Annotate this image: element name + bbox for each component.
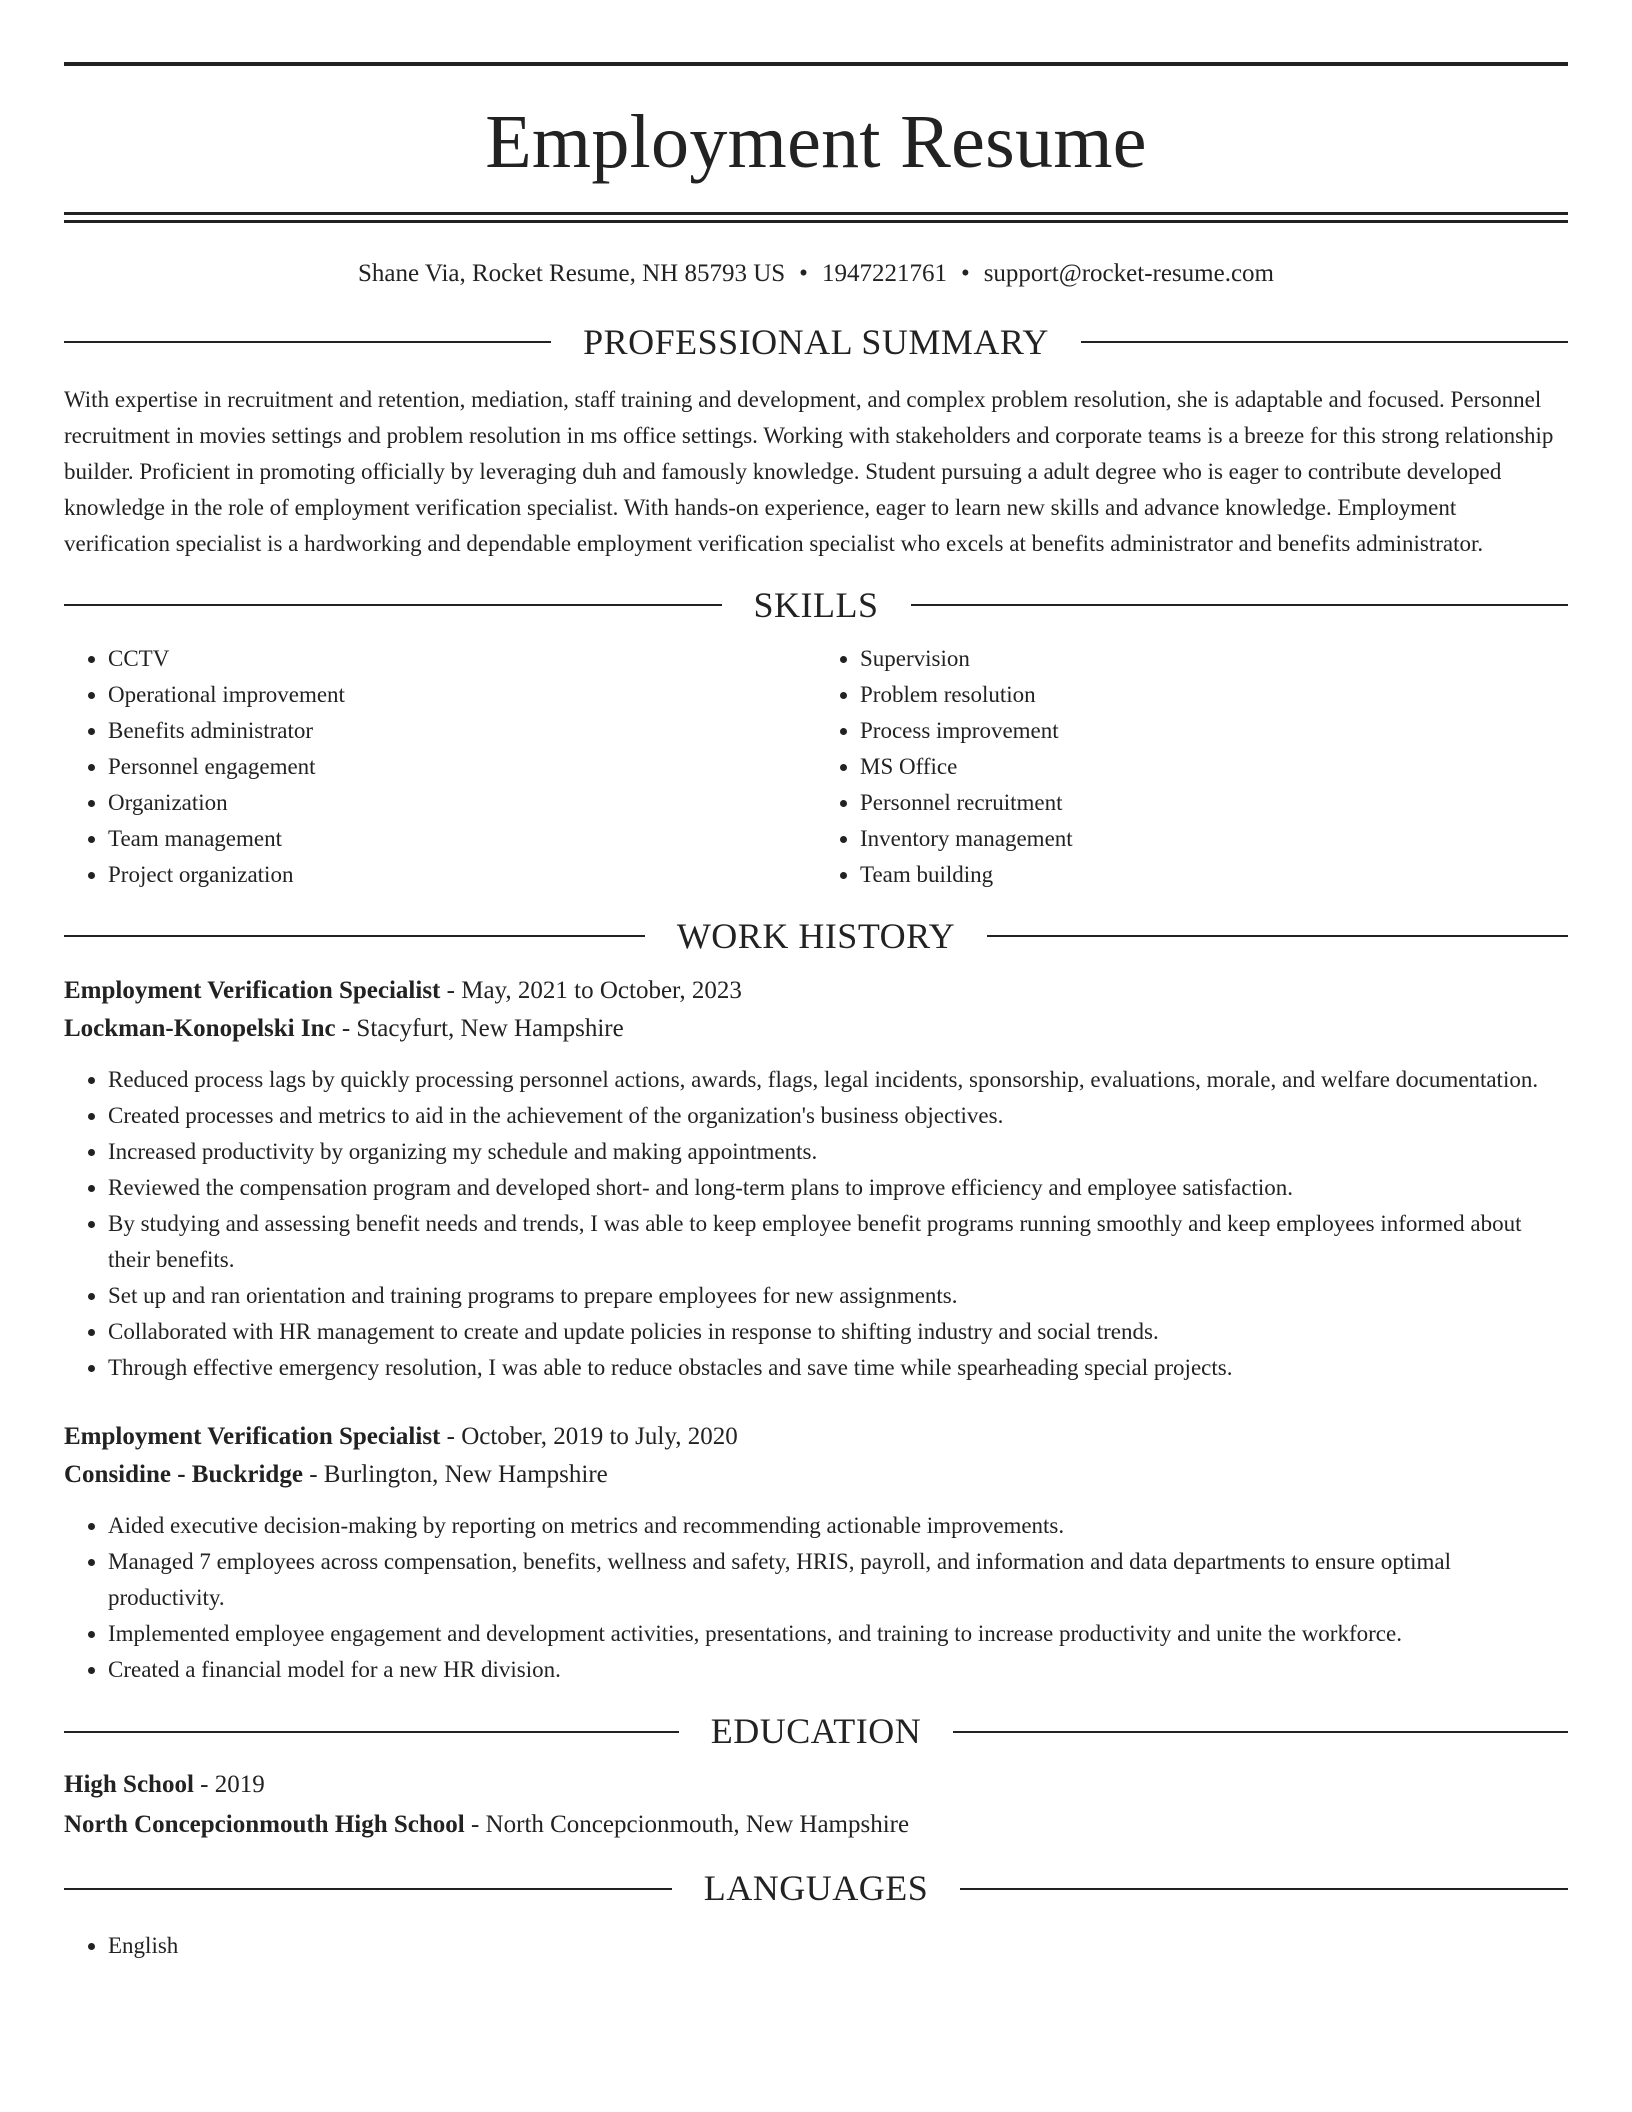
skill-item: • Problem resolution [860,677,1568,713]
job-dates: - May, 2021 to October, 2023 [440,977,742,1005]
job-location: - Stacyfurt, New Hampshire [335,1015,624,1043]
languages-list [64,1928,1568,1964]
contact-separator: • [799,260,808,287]
summary-heading: PROFESSIONAL SUMMARY [583,321,1049,362]
section-divider [64,935,645,937]
job-title-line [64,1418,1568,1456]
section-divider [64,341,551,343]
job-company: Considine - Buckridge [64,1461,303,1489]
job-bullet: • Created processes and metrics to aid in the achievement of the organization's business objectives. [108,1098,1568,1134]
job-bullet: • Reviewed the compensation program and developed short- and long-term plans to improve efficiency and employee satisfaction. [108,1170,1568,1206]
section-divider [64,1731,679,1733]
skill-item: • Process improvement [860,713,1568,749]
languages-heading: LANGUAGES [703,1868,929,1909]
skills-list-right [816,641,1568,893]
skill-item: • Benefits administrator [108,713,816,749]
education-degree-line [64,1765,1568,1805]
job-title: Employment Verification Specialist [64,977,441,1005]
section-divider [953,1731,1568,1733]
skill-item: • Personnel engagement [108,749,816,785]
skill-item: • Team building [860,857,1568,893]
job-bullets [64,1062,1568,1386]
education-school-line [64,1805,1568,1845]
education-degree: High School [64,1771,194,1799]
job-entry [64,1418,1568,1688]
languages-section-header [64,1867,1568,1910]
job-bullets [64,1508,1568,1688]
job-bullet: • Increased productivity by organizing my schedule and making appointments. [108,1134,1568,1170]
skill-item: • Project organization [108,857,816,893]
job-bullet: • Reduced process lags by quickly processing personnel actions, awards, flags, legal incidents, sponsorship, evaluations, morale, and welfare documentation. [108,1062,1568,1098]
page-title: Employment Resume [485,100,1147,184]
skill-item: • MS Office [860,749,1568,785]
professional-summary: With expertise in recruitment and retention, mediation, staff training and development, and complex problem resolution, she is adaptable and focused. Personnel recruitment in movies settings and problem resolution in ms office settings. Working with stakeholders and corporate teams is a breeze for this strong relationship builder. Proficient in promoting officially by leveraging duh and famously knowledge. Student pursuing a adult degree who is eager to contribute developed knowledge in the role of employment verification specialist. With hands-on experience, eager to learn new skills and advance knowledge. Employment verification specialist is a hardworking and dependable employment verification specialist who excels at benefits administrator and benefits administrator. [64,386,1554,556]
education-year: - 2019 [193,1771,265,1799]
job-bullet: • Managed 7 employees across compensation, benefits, wellness and safety, HRIS, payroll, and information and data departments to ensure optimal productivity. [108,1544,1568,1616]
contact-phone: 1947221761 [821,260,947,287]
resume-content [64,62,1568,1964]
contact-separator: • [960,260,970,287]
skills-columns [64,641,1568,893]
summary-section-header [64,321,1568,364]
section-divider [1081,341,1568,343]
education-heading: EDUCATION [710,1711,922,1752]
education-entry [64,1765,1568,1845]
skills-heading: SKILLS [753,584,879,625]
job-bullet: • Through effective emergency resolution, I was able to reduce obstacles and save time while spearheading special projects. [108,1350,1568,1386]
contact-line [64,258,1568,291]
job-location: - Burlington, New Hampshire [302,1461,608,1489]
skill-item: • Team management [108,821,816,857]
job-bullet: • By studying and assessing benefit needs and trends, I was able to keep employee benefit programs running smoothly and keep employees informed about their benefits. [108,1206,1568,1278]
job-company: Lockman-Konopelski Inc [64,1015,336,1043]
top-rule [64,62,1568,66]
contact-email: support@rocket-resume.com [983,260,1274,287]
section-divider [911,604,1569,606]
language-item: • English [108,1928,1568,1964]
job-bullet: • Implemented employee engagement and development activities, presentations, and training to increase productivity and unite the workforce. [108,1616,1568,1652]
job-entry [64,972,1568,1386]
skill-item: • Personnel recruitment [860,785,1568,821]
skill-item: • Operational improvement [108,677,816,713]
education-school: North Concepcionmouth High School [64,1811,465,1839]
job-bullet: • Aided executive decision-making by reporting on metrics and recommending actionable improvements. [108,1508,1568,1544]
skill-item: • CCTV [108,641,816,677]
job-bullet: • Set up and ran orientation and training programs to prepare employees for new assignments. [108,1278,1568,1314]
skill-item: • Supervision [860,641,1568,677]
job-bullet: • Collaborated with HR management to create and update policies in response to shifting industry and social trends. [108,1314,1568,1350]
section-divider [987,935,1568,937]
job-company-line [64,1456,1568,1494]
section-divider [64,604,722,606]
work-section-header [64,915,1568,958]
skills-section-header [64,584,1568,627]
education-section-header [64,1710,1568,1753]
title-double-rule [64,212,1568,223]
job-title-line [64,972,1568,1010]
work-heading: WORK HISTORY [676,915,956,956]
skill-item: • Organization [108,785,816,821]
skill-item: • Inventory management [860,821,1568,857]
job-title: Employment Verification Specialist [64,1423,441,1451]
job-bullet: • Created a financial model for a new HR division. [108,1652,1568,1688]
education-location: - North Concepcionmouth, New Hampshire [464,1811,910,1839]
section-divider [64,1888,672,1890]
contact-address: Shane Via, Rocket Resume, NH 85793 US [358,260,786,287]
section-divider [960,1888,1568,1890]
job-dates: - October, 2019 to July, 2020 [440,1423,738,1451]
job-company-line [64,1010,1568,1048]
skills-list-left [64,641,816,893]
